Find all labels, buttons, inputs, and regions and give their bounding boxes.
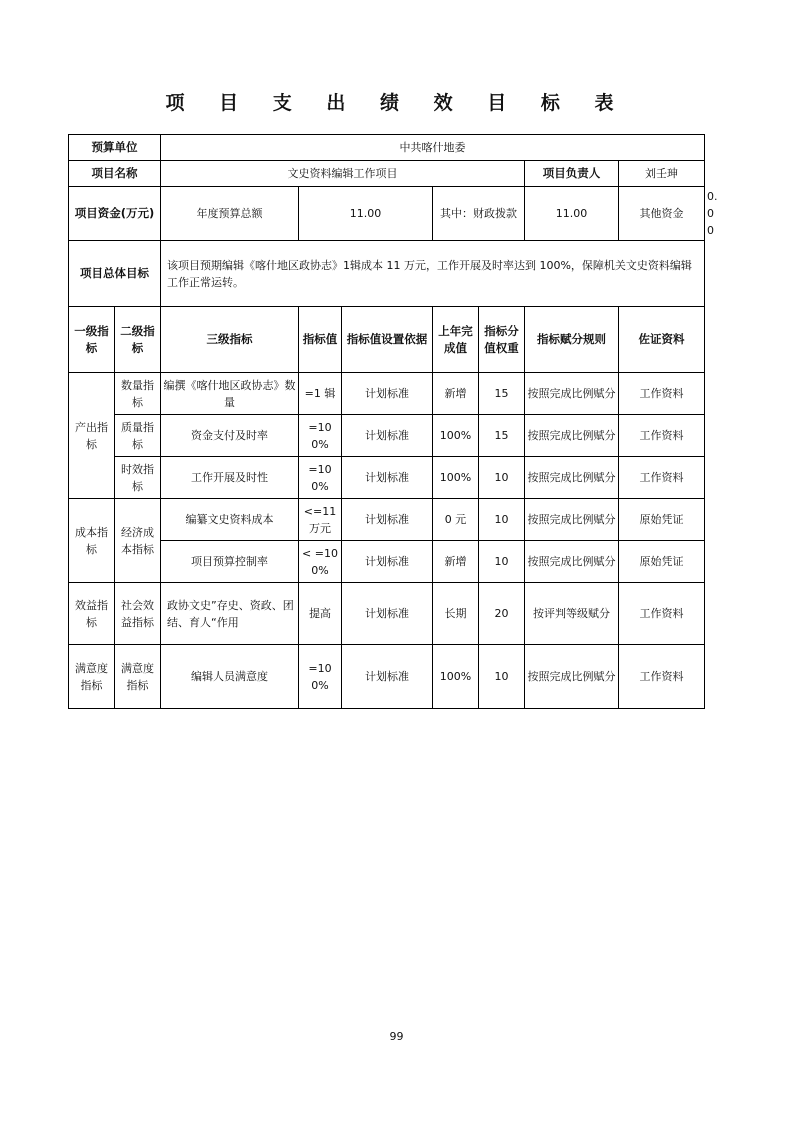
level2-cell: 质量指标	[115, 415, 161, 457]
budget-unit-label: 预算单位	[69, 135, 161, 161]
basis-cell: 计划标准	[342, 373, 433, 415]
value-cell: =100%	[299, 415, 342, 457]
page-number: 99	[389, 1030, 404, 1043]
basis-cell: 计划标准	[342, 457, 433, 499]
rule-cell: 按照完成比例赋分	[525, 645, 619, 709]
basis-cell: 计划标准	[342, 583, 433, 645]
header-last-year: 上年完成值	[433, 307, 479, 373]
table-row	[69, 457, 705, 499]
header-scoring-rule: 指标赋分规则	[525, 307, 619, 373]
project-name-label: 项目名称	[69, 161, 161, 187]
level3-cell: 工作开展及时性	[161, 457, 299, 499]
last-year-cell: 100%	[433, 415, 479, 457]
project-name-value: 文史资料编辑工作项目	[161, 161, 525, 187]
last-year-cell: 长期	[433, 583, 479, 645]
level2-cell: 数量指标	[115, 373, 161, 415]
weight-cell: 20	[479, 583, 525, 645]
weight-cell: 10	[479, 541, 525, 583]
basis-cell: 计划标准	[342, 541, 433, 583]
last-year-cell: 0 元	[433, 499, 479, 541]
evidence-cell: 工作资料	[619, 373, 705, 415]
level3-cell: 编撰《喀什地区政协志》数量	[161, 373, 299, 415]
table-row	[69, 583, 705, 645]
fiscal-allocation-label: 其中：财政拨款	[433, 187, 525, 241]
annual-budget-label: 年度预算总额	[161, 187, 299, 241]
level3-cell: 资金支付及时率	[161, 415, 299, 457]
value-cell: 提高	[299, 583, 342, 645]
other-funds-label: 其他资金	[619, 187, 705, 241]
table-row	[69, 499, 705, 541]
overall-goal-text: 该项目预期编辑《喀什地区政协志》1辑成本 11 万元，工作开展及时率达到 100%，保障机关文史资料编辑工作正常运转。	[161, 241, 705, 307]
basis-cell: 计划标准	[342, 645, 433, 709]
last-year-cell: 新增	[433, 541, 479, 583]
evidence-cell: 工作资料	[619, 583, 705, 645]
level3-cell: 编纂文史资料成本	[161, 499, 299, 541]
header-basis: 指标值设置依据	[342, 307, 433, 373]
weight-cell: 10	[479, 457, 525, 499]
level2-cell: 满意度指标	[115, 645, 161, 709]
overall-goal-label: 项目总体目标	[69, 241, 161, 307]
table-row	[69, 415, 705, 457]
evidence-cell: 工作资料	[619, 645, 705, 709]
header-level1: 一级指标	[69, 307, 115, 373]
project-owner-value: 刘壬珅	[619, 161, 705, 187]
annual-budget-value: 11.00	[299, 187, 433, 241]
budget-unit-value: 中共喀什地委	[161, 135, 705, 161]
group-benefit: 效益指标	[69, 583, 115, 645]
rule-cell: 按照完成比例赋分	[525, 415, 619, 457]
level2-cell: 经济成本指标	[115, 499, 161, 583]
performance-target-table: 预算单位 中共喀什地委 项目名称 文史资料编辑工作项目 项目负责人 刘壬珅 项目资金(万元) 年度预算总额 11.00 其中：财政拨款 11.00 其他资金 0.00 项目总体目标 该项目预期编辑《喀什地区政协志》1辑成本 11 万元，工作开展及时率达到 100%，保障机关文史资料编辑工作正常运转。 一级指标 二级指标 三级指标 指标值 指标值设置依据 上年完成值 指标分值权重 指标赋分规则 佐证资料 产出指标 数量指标 编撰《喀什地区政协志》数量 =1 辑 计划标准 新增 15 按照完成比例赋分 工作资料 质量指标 资金支付及时率 =100% 计划标准 100% 15 按照完成比例赋分 工作资料 时效指标 工作开展及时性 =100% 计划标准 100% 10 按照完成比例赋分 工作资料 成本指标 经济成本指标 编纂文史资料成本 <=11 万元 计划标准 0 元 10 按照完成比例赋分 原始凭证 项目预算控制率 < =100% 计划标准 新增 10 按照完成比例赋分 原始凭证 效益指标 社会效益指标 政协文史”存史、资政、团结、育人“作用 提高 计划标准 长期 20 按评判等级赋分 工作资料 满意度指标 满意度指标 编辑人员满意度 =100% 计划标准 100% 10 按照完成比例赋分 工作资料	[68, 134, 705, 709]
value-cell: =100%	[299, 645, 342, 709]
header-evidence: 佐证资料	[619, 307, 705, 373]
value-cell: =1 辑	[299, 373, 342, 415]
funds-label: 项目资金(万元)	[69, 187, 161, 241]
page-title: 项 目 支 出 绩 效 目 标 表	[165, 92, 628, 114]
rule-cell: 按评判等级赋分	[525, 583, 619, 645]
value-cell: <=11 万元	[299, 499, 342, 541]
last-year-cell: 100%	[433, 645, 479, 709]
rule-cell: 按照完成比例赋分	[525, 373, 619, 415]
value-cell: < =100%	[299, 541, 342, 583]
weight-cell: 10	[479, 645, 525, 709]
evidence-cell: 原始凭证	[619, 499, 705, 541]
value-cell: =100%	[299, 457, 342, 499]
fiscal-allocation-value: 11.00	[525, 187, 619, 241]
last-year-cell: 新增	[433, 373, 479, 415]
group-satisfaction: 满意度指标	[69, 645, 115, 709]
evidence-cell: 工作资料	[619, 457, 705, 499]
table-row	[69, 645, 705, 709]
weight-cell: 10	[479, 499, 525, 541]
weight-cell: 15	[479, 373, 525, 415]
header-indicator-value: 指标值	[299, 307, 342, 373]
project-owner-label: 项目负责人	[525, 161, 619, 187]
level3-cell: 编辑人员满意度	[161, 645, 299, 709]
evidence-cell: 原始凭证	[619, 541, 705, 583]
level3-cell: 项目预算控制率	[161, 541, 299, 583]
evidence-cell: 工作资料	[619, 415, 705, 457]
last-year-cell: 100%	[433, 457, 479, 499]
header-level3: 三级指标	[161, 307, 299, 373]
group-cost: 成本指标	[69, 499, 115, 583]
level2-cell: 时效指标	[115, 457, 161, 499]
group-output: 产出指标	[69, 373, 115, 499]
level2-cell: 社会效益指标	[115, 583, 161, 645]
level3-cell: 政协文史”存史、资政、团结、育人“作用	[161, 583, 299, 645]
weight-cell: 15	[479, 415, 525, 457]
table-row	[69, 541, 705, 583]
table-row	[69, 373, 705, 415]
basis-cell: 计划标准	[342, 499, 433, 541]
rule-cell: 按照完成比例赋分	[525, 541, 619, 583]
rule-cell: 按照完成比例赋分	[525, 457, 619, 499]
header-weight: 指标分值权重	[479, 307, 525, 373]
basis-cell: 计划标准	[342, 415, 433, 457]
header-level2: 二级指标	[115, 307, 161, 373]
rule-cell: 按照完成比例赋分	[525, 499, 619, 541]
